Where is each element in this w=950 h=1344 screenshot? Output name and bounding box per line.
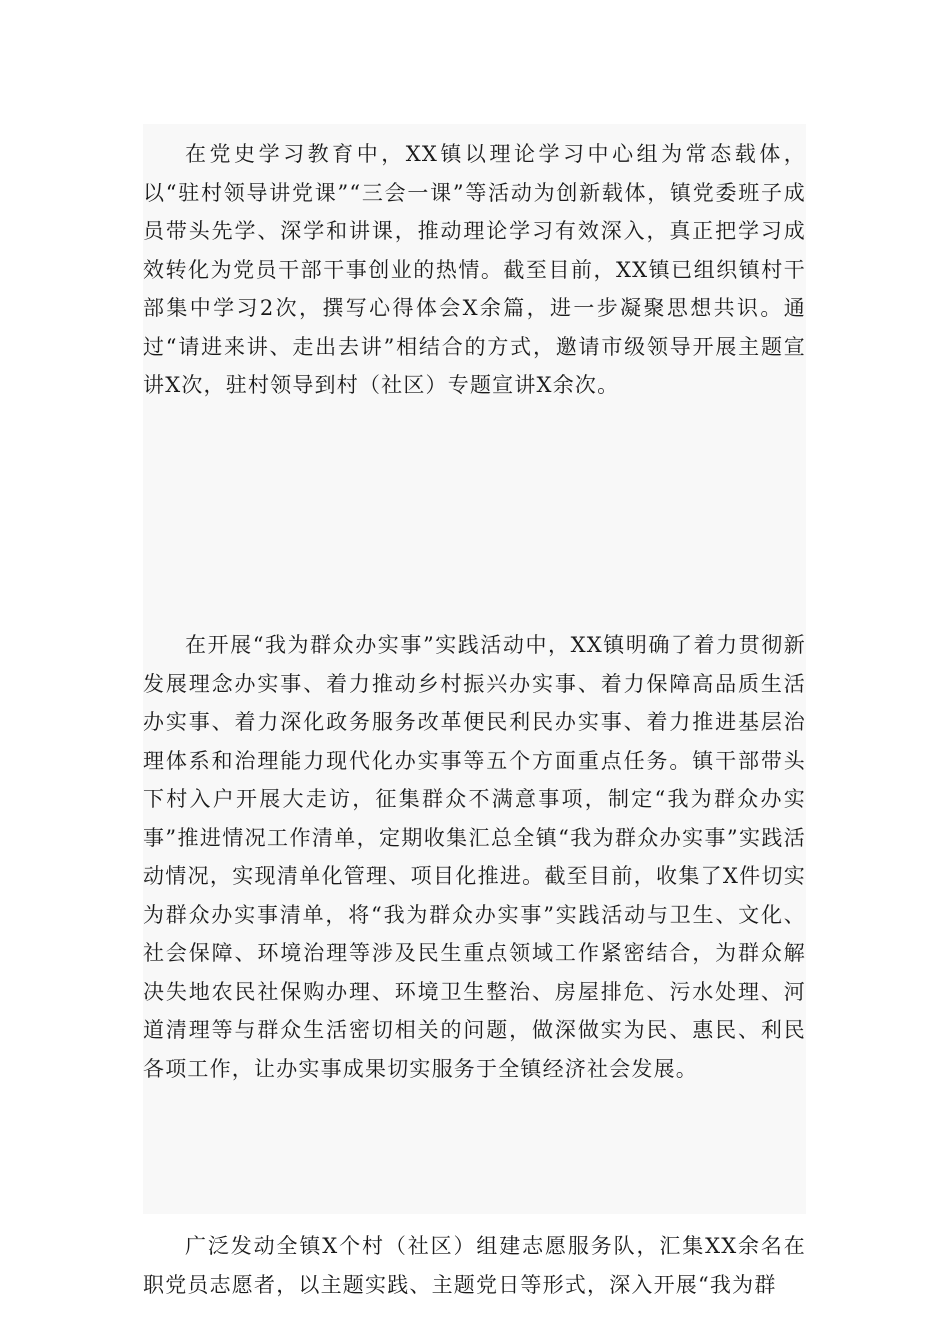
document-body bbox=[143, 124, 806, 1297]
paragraph-practical-work-activity: 在开展“我为群众办实事”实践活动中，XX镇明确了着力贯彻新发展理念办实事、着力推动乡村振兴办实事、着力保障高品质生活办实事、着力深化政务服务改革便民利民办实事、着力推进基层治理体系和治理能力现代化办实事等五个方面重点任务。镇干部带头下村入户开展大走访，征集群众不满意事项，制定“我为群众办实事”推进情况工作清单，定期收集汇总全镇“我为群众办实事”实践活动情况，实现清单化管理、项目化推进。截至目前，收集了X件切实为群众办实事清单，将“我为群众办实事”实践活动与卫生、文化、社会保障、环境治理等涉及民生重点领域工作紧密结合，为群众解决失地农民社保购办理、环境卫生整治、房屋排危、污水处理、河道清理等与群众生活密切相关的问题，做深做实为民、惠民、利民各项工作，让办实事成果切实服务于全镇经济社会发展。 bbox=[143, 633, 806, 1081]
paragraph-volunteer-service: 广泛发动全镇X个村（社区）组建志愿服务队，汇集XX余名在职党员志愿者，以主题实践、主题党日等形式，深入开展“我为群 bbox=[143, 1234, 806, 1297]
paragraph-party-history-study: 在党史学习教育中，XX镇以理论学习中心组为常态载体，以“驻村领导讲党课”“三会一课”等活动为创新载体，镇党委班子成员带头先学、深学和讲课，推动理论学习有效深入，真正把学习成效转化为党员干部干事创业的热情。截至目前，XX镇已组织镇村干部集中学习2次，撰写心得体会X余篇，进一步凝聚思想共识。通过“请进来讲、走出去讲”相结合的方式，邀请市级领导开展主题宣讲X次，驻村领导到村（社区）专题宣讲X余次。 bbox=[143, 142, 806, 397]
